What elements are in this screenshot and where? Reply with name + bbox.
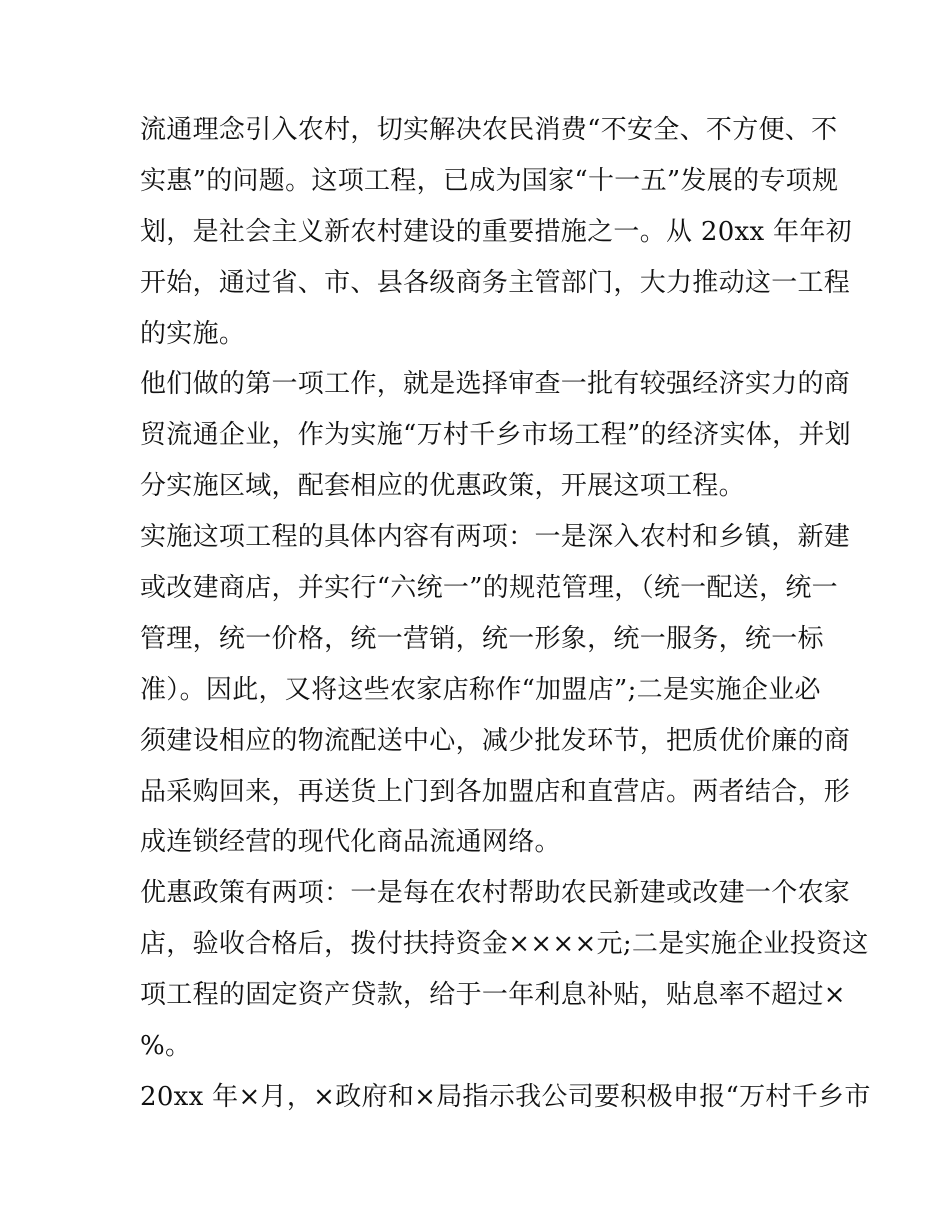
text-line: 成连锁经营的现代化商品流通网络。 — [140, 827, 561, 858]
text-line: 品采购回来，再送货上门到各加盟店和直营店。两者结合，形 — [140, 776, 851, 807]
text-line: 须建设相应的物流配送中心，减少批发环节，把质优价廉的商 — [140, 725, 851, 756]
text-line: 准）。因此，又将这些农家店称作“加盟店”;二是实施企业必 — [140, 674, 821, 705]
text-line: 他们做的第一项工作，就是选择审查一批有较强经济实力的商 — [140, 369, 851, 400]
text-line: %。 — [140, 1031, 192, 1062]
text-line: 项工程的固定资产贷款，给于一年利息补贴，贴息率不超过× — [140, 980, 846, 1011]
text-line: 流通理念引入农村，切实解决农民消费“不安全、不方便、不 — [140, 115, 838, 145]
text-line: 实惠”的问题。这项工程，已成为国家“十一五”发展的专项规 — [140, 165, 839, 196]
text-line: 的实施。 — [140, 318, 246, 349]
text-line: 20xx 年×月，×政府和×局指示我公司要积极申报“万村千乡市 — [140, 1081, 871, 1112]
text-line: 开始，通过省、市、县各级商务主管部门，大力推动这一工程 — [140, 267, 851, 298]
text-line: 分实施区域，配套相应的优惠政策，开展这项工程。 — [140, 471, 745, 502]
text-line: 或改建商店，并实行“六统一”的规范管理，（统一配送，统一 — [140, 573, 838, 604]
text-line: 优惠政策有两项：一是每在农村帮助农民新建或改建一个农家 — [140, 878, 851, 909]
text-line: 实施这项工程的具体内容有两项：一是深入农村和乡镇，新建 — [140, 522, 851, 553]
text-line: 贸流通企业，作为实施“万村千乡市场工程”的经济实体，并划 — [140, 420, 851, 451]
text-line: 管理，统一价格，统一营销，统一形象，统一服务，统一标 — [140, 623, 824, 654]
text-line: 划，是社会主义新农村建设的重要措施之一。从 20xx 年年初 — [140, 216, 852, 247]
document-body — [140, 105, 871, 1123]
text-line: 店，验收合格后，拨付扶持资金××××元;二是实施企业投资这 — [140, 929, 869, 960]
